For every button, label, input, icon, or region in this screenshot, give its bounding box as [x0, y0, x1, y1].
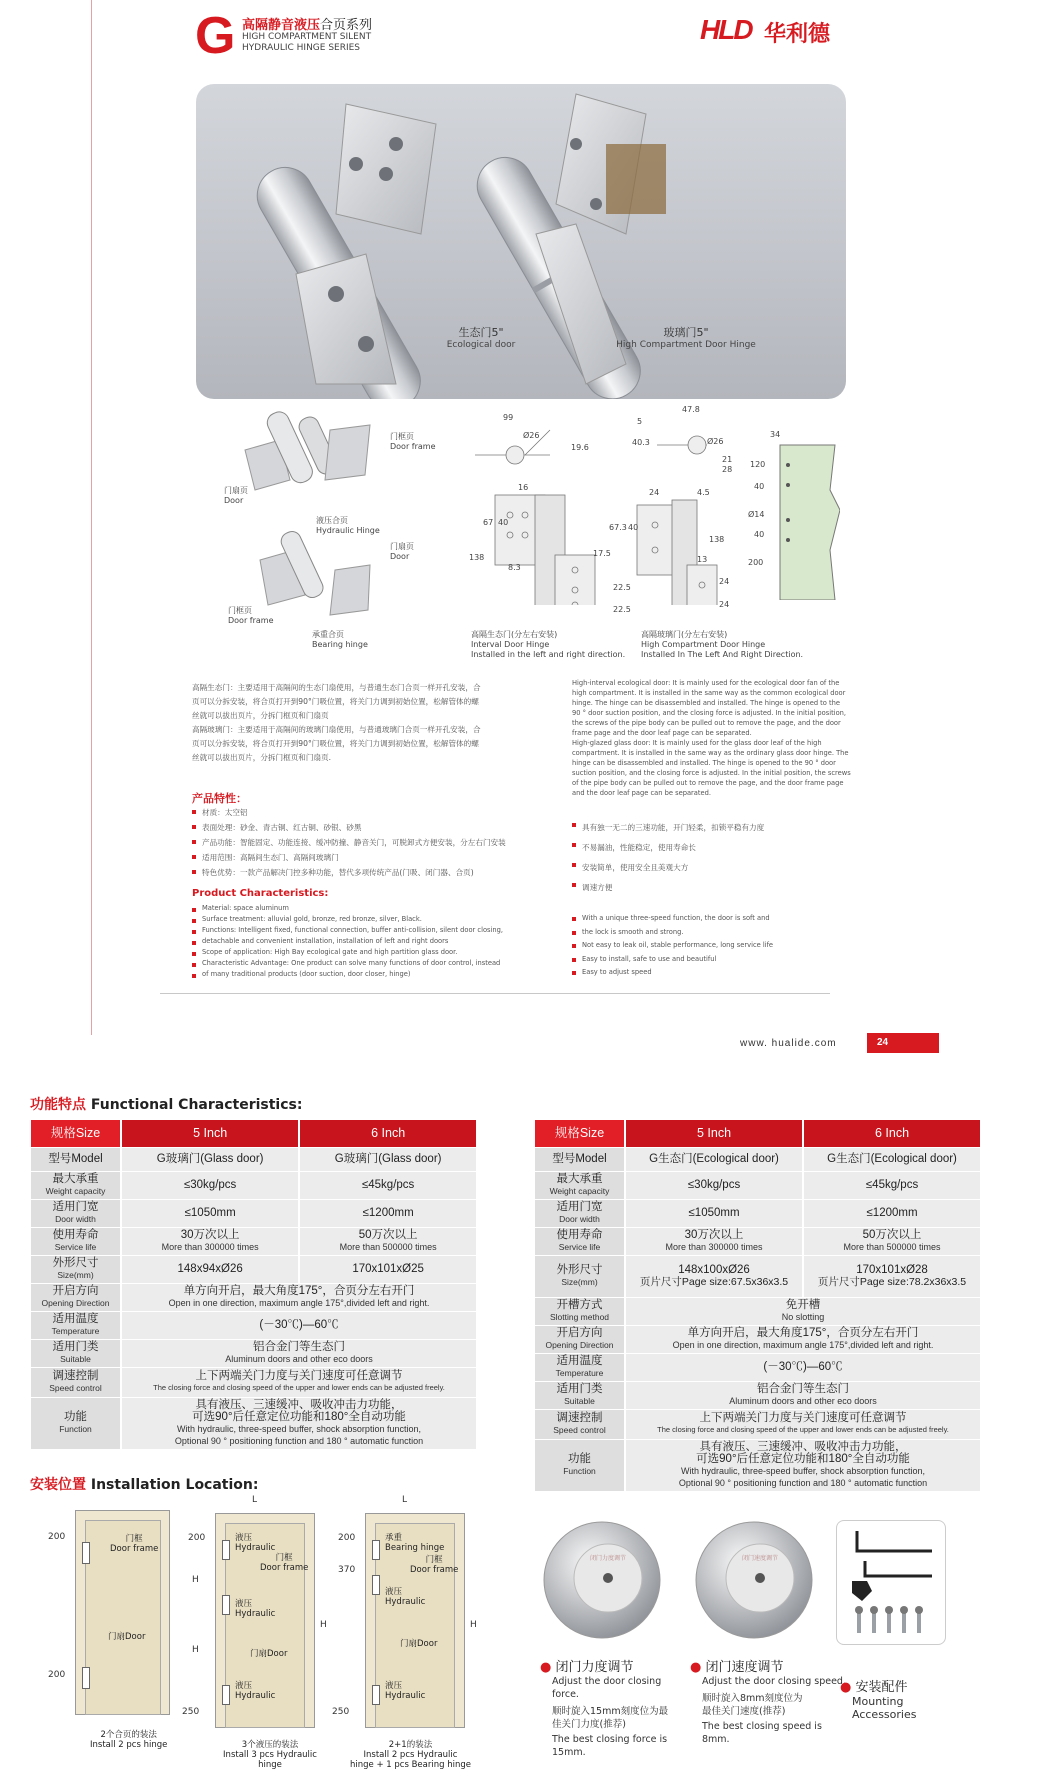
- dim-bottom: 250: [182, 1707, 200, 1717]
- hinge-mark: [222, 1595, 230, 1615]
- drawing-glass-caption: 高隔玻璃门(分左右安装) High Compartment Door Hinge Installed In The Left And Right Direction.: [641, 630, 804, 659]
- series-subtitle: HIGH COMPARTMENT SILENT HYDRAULIC HINGE SERIES: [242, 32, 372, 53]
- dial-illustration: [540, 1520, 670, 1660]
- table-row: 开启方向 Opening Direction 单方向开启，最大角度175°，合页分左右开门 Open in one direction, maximum angle 175°,divided left and right.: [31, 1283, 476, 1311]
- label-hydraulic-1: 液压 Hydraulic: [235, 1533, 276, 1553]
- series-letter: G: [195, 7, 236, 65]
- label-door: 门扇页 Door: [224, 486, 248, 505]
- label-door: 门扇Door: [250, 1649, 288, 1659]
- dial-text-1: 闭门力度调节: [589, 1555, 627, 1562]
- features-cn-title: 产品特性：: [192, 792, 247, 805]
- label-hydraulic-hinge: 液压合页 Hydraulic Hinge: [316, 516, 380, 535]
- features-cn-list-right: 具有独一无二的三速功能，开门轻柔，扣锁平稳有力度 不易漏油，性能稳定，使用寿命长 安装简单，使用安全且美观大方 调速方便: [572, 818, 852, 898]
- website[interactable]: www. hualide.com: [740, 1038, 837, 1049]
- table-row: 调速控制 Speed control 上下两端关门力度与关门速度可任意调节 The closing force and closing speed of the upper and lower ends can be adjusted freely.: [535, 1409, 980, 1439]
- table-row: 开启方向 Opening Direction 单方向开启，最大角度175°，合页分左右开门 Open in one direction, maximum angle 175°,divided left and right.: [535, 1325, 980, 1353]
- table-row: 适用温度 Temperature (－30℃)—60℃: [31, 1311, 476, 1339]
- dial-illustration: [692, 1520, 822, 1660]
- drawing-panel-dims: 34 120 40 Ø14 40 200: [748, 430, 781, 567]
- hero-caption-left: 生态门5" Ecological door: [446, 326, 516, 350]
- dim-H-right: H: [320, 1620, 327, 1630]
- divider: [160, 993, 830, 994]
- description-en: High-interval ecological door: It is mainly used for the ecological door fan of the high compartment. It is installed in the same way as the common ecological door hinge. The hinge can be disassembled and installed. The hinge is opened to the 90 ° door suction position, and the closing force is adjusted. In the initial position, the screws of the pipe body can be pulled out to remove the page, and the door frame page and the door leaf page can be separated. High-glazed glass door: It is mainly used for the glass door leaf of the high compartment. It is installed in the same way as the ordinary glass door hinge. The hinge can be disassembled and installed. The hinge is opened to the 90 ° door suction position, and the closing force is adjusted. In the initial position, the screws of the pipe body can be pulled out to remove the page, and the door frame page and the door leaf page can be separated.: [572, 679, 851, 797]
- features-cn-list: 材质：太空铝 表面处理：砂金、青古铜、红古铜、砂银、砂黑 产品功能：智能固定、功能连接、缓冲防撞、静音关门，可脱卸式方便安装，分左右门安装 适用范围：高隔间生态门、高隔间玻璃门 特色优势：一款产品解决门控多种功能，替代多项传统产品(门吸、闭门器、合页): [192, 805, 572, 880]
- table-row: 型号Model G玻璃门(Glass door) G玻璃门(Glass door): [31, 1147, 476, 1171]
- table-row: 使用寿命 Service life 30万次以上 More than 300000 times 50万次以上 More than 500000 times: [535, 1227, 980, 1255]
- drawing-ecological-caption: 高隔生态门(分左右安装) Interval Door Hinge Installed in the left and right direction.: [471, 630, 626, 659]
- brand-logo: [700, 14, 850, 46]
- drawing-ecological-dims: 99 Ø26 19.6 16 67 40 8.3 138 17.5 22.5 22.5: [469, 413, 631, 614]
- table-row: 最大承重 Weight capacity ≤30kg/pcs ≤45kg/pcs: [535, 1171, 980, 1199]
- dim-top: 200: [188, 1533, 206, 1543]
- table-row: 适用温度 Temperature (－30℃)—60℃: [535, 1353, 980, 1381]
- label-door-frame: 门框页 Door frame: [390, 432, 436, 451]
- table-row: 型号Model G生态门(Ecological door) G生态门(Ecological door): [535, 1147, 980, 1171]
- dim-L: L: [402, 1495, 408, 1505]
- closing-force-title: ● 闭门力度调节: [540, 1660, 634, 1675]
- dim-top: 200: [48, 1532, 66, 1542]
- features-en-title: Product Characteristics:: [192, 888, 329, 899]
- dim-L: L: [252, 1495, 258, 1505]
- label-door-frame-2: 门框页 Door frame: [228, 606, 274, 625]
- features-en-list-right: With a unique three-speed function, the door is soft and the lock is smooth and strong. Not easy to leak oil, stable performance, long service life Easy to install, safe to use and beautiful Easy to adjust speed: [572, 912, 852, 980]
- hinge-mark: [372, 1685, 380, 1705]
- label-frame: 门框 Door frame: [110, 1534, 159, 1554]
- spec-table-ecological: [535, 1120, 980, 1492]
- dim-top: 200: [338, 1533, 356, 1543]
- functional-title: 功能特点 Functional Characteristics:: [30, 1097, 303, 1113]
- closing-force-dial: [540, 1520, 670, 1660]
- drawing-ecological: [455, 405, 635, 665]
- spec-table-glass: [31, 1120, 476, 1450]
- label-door: 门扇Door: [400, 1639, 438, 1649]
- caption: 2个合页的装法 Install 2 pcs hinge: [90, 1730, 168, 1750]
- margin-line: [91, 0, 92, 1035]
- install-diagram-2plus1: [330, 1495, 480, 1775]
- table-row: 功能 Function 具有液压、三速缓冲、吸收冲击力功能， 可选90°后任意定位功能和180°全自动功能 With hydraulic, three-speed buffer, shock absorption function, Optional 90 ° positioning function and 180 ° automatic function: [31, 1397, 476, 1449]
- logo-mark: HLD: [700, 14, 752, 45]
- table-row: 适用门类 Suitable 铝合金门等生态门 Aluminum doors and other eco doors: [31, 1339, 476, 1367]
- dial-text-2: 闭门速度调节: [741, 1555, 779, 1562]
- table-row: 外形尺寸 Size(mm) 148x94xØ26 170x101xØ25: [31, 1255, 476, 1283]
- mounting-accessories-title: ● 安装配件: [840, 1680, 908, 1695]
- closing-speed-info: ● 闭门速度调节 Adjust the door closing speed. 顺时旋入8mm刻度位为 最佳关门速度(推荐) The best closing speed is 8mm.: [690, 1656, 850, 1746]
- exploded-view: [220, 410, 450, 660]
- dim-H1: H: [192, 1575, 199, 1585]
- install-diagram-3-hydraulic: [180, 1495, 330, 1775]
- series-title: 高隔静音液压合页系列: [242, 18, 373, 33]
- label-frame: 门框 Door frame: [260, 1553, 309, 1573]
- installation-title: 安装位置 Installation Location:: [30, 1477, 259, 1493]
- hinge-mark: [222, 1540, 230, 1560]
- table-row: 外形尺寸 Size(mm) 148x100xØ26 页片尺寸Page size:67.5x36x3.5 170x101xØ28 页片尺寸Page size:78.2x36x3.5: [535, 1255, 980, 1297]
- closing-speed-dial: [692, 1520, 822, 1660]
- hinge-mark: [82, 1542, 90, 1564]
- hinge-mark: [82, 1667, 90, 1689]
- dim-H2: H: [192, 1645, 199, 1655]
- label-door: 门扇Door: [108, 1632, 146, 1642]
- closing-speed-title: ● 闭门速度调节: [690, 1660, 784, 1675]
- label-hydraulic-3: 液压 Hydraulic: [235, 1681, 276, 1701]
- table-row: 开槽方式 Slotting method 免开槽 No slotting: [535, 1297, 980, 1325]
- table-header-row: 规格Size 5 Inch 6 Inch: [31, 1120, 476, 1147]
- hero-photo: [196, 84, 846, 399]
- dim-370: 370: [338, 1565, 356, 1575]
- drawing-glass-dims: 47.8 5 40.3 Ø26 21 28 24 4.5 67.3 40 138 13 24 24: [609, 405, 733, 609]
- label-hydraulic-2: 液压 Hydraulic: [235, 1599, 276, 1619]
- description-cn: 高隔生态门：主要适用于高隔间的生态门扇使用，与普通生态门合页一样开孔安装，合 页可以分拆安装，将合页打开到90°门吸位置，将关门力调到初始位置，松解管体的螺 丝就可以拔出页片，分拆门框页和门扇页 高隔玻璃门：主要适用于高隔间的玻璃门扇使用，与普通玻璃门合页一样开孔安装，合 页可以分拆安装，将合页打开到90°门吸位置，将关门力调到初始位置，松解管体的螺 丝就可以拔出页片，分拆门框页和门扇页.: [192, 683, 481, 762]
- table-row: 适用门宽 Door width ≤1050mm ≤1200mm: [31, 1199, 476, 1227]
- table-row: 适用门宽 Door width ≤1050mm ≤1200mm: [535, 1199, 980, 1227]
- label-frame: 门框 Door frame: [410, 1555, 459, 1575]
- table-row: 适用门类 Suitable 铝合金门等生态门 Aluminum doors and other eco doors: [535, 1381, 980, 1409]
- features-en-list: Material: space aluminum Surface treatment: alluvial gold, bronze, red bronze, silver, Black. Functions: Intelligent fixed, functional connection, buffer anti-collision, silent door closing, detachable and convenient installation, installation of left and right doors Scope of application: High Bay ecological gate and high partition glass door. Characteristic Advantage: One product can solve many functions of door control, instead of many traditional products (door suction, door closer, hinge): [192, 903, 572, 980]
- mounting-accessories-info: ● 安装配件 Mounting Accessories: [840, 1676, 960, 1721]
- caption: 2+1的装法 Install 2 pcs Hydraulic hinge + 1 pcs Bearing hinge: [350, 1740, 471, 1770]
- logo-text: 华利德: [764, 22, 831, 47]
- table-row: 功能 Function 具有液压、三速缓冲、吸收冲击力功能， 可选90°后任意定位功能和180°全自动功能 With hydraulic, three-speed buffer, shock absorption function, Optional 90 ° positioning function and 180 ° automatic function: [535, 1439, 980, 1491]
- hinge-mark: [372, 1575, 380, 1595]
- accessories-illustration: [837, 1521, 945, 1644]
- dim-bottom: 250: [332, 1707, 350, 1717]
- label-hydraulic-1: 液压 Hydraulic: [385, 1587, 426, 1607]
- dim-H-right: H: [470, 1620, 477, 1630]
- install-diagram-2-hinges: [40, 1502, 180, 1772]
- caption: 3个液压的装法 Install 3 pcs Hydraulic hinge: [223, 1740, 317, 1770]
- table-header-row: 规格Size 5 Inch 6 Inch: [535, 1120, 980, 1147]
- hinge-mark: [222, 1685, 230, 1705]
- label-bearing-hinge: 承重合页 Bearing hinge: [312, 630, 368, 649]
- drawing-glass: [609, 405, 804, 665]
- hero-caption-right: 玻璃门5" High Compartment Door Hinge: [616, 326, 756, 350]
- hinge-photo-illustration: [196, 84, 846, 399]
- closing-force-info: ● 闭门力度调节 Adjust the door closing force. 顺时旋入15mm刻度位为最 佳关门力度(推荐) The best closing force is 15mm.: [540, 1656, 690, 1759]
- page-number: 24: [867, 1033, 939, 1053]
- drawing-glass-door-panel: [748, 430, 840, 600]
- label-hydraulic-2: 液压 Hydraulic: [385, 1681, 426, 1701]
- mounting-accessories-box: [836, 1520, 946, 1645]
- hinge-mark: [372, 1540, 380, 1560]
- table-row: 使用寿命 Service life 30万次以上 More than 300000 times 50万次以上 More than 500000 times: [31, 1227, 476, 1255]
- dim-bottom: 200: [48, 1670, 66, 1680]
- table-row: 调速控制 Speed control 上下两端关门力度与关门速度可任意调节 The closing force and closing speed of the upper and lower ends can be adjusted freely.: [31, 1367, 476, 1397]
- label-bearing: 承重 Bearing hinge: [385, 1533, 445, 1553]
- table-row: 最大承重 Weight capacity ≤30kg/pcs ≤45kg/pcs: [31, 1171, 476, 1199]
- label-door-2: 门扇页 Door: [390, 542, 414, 561]
